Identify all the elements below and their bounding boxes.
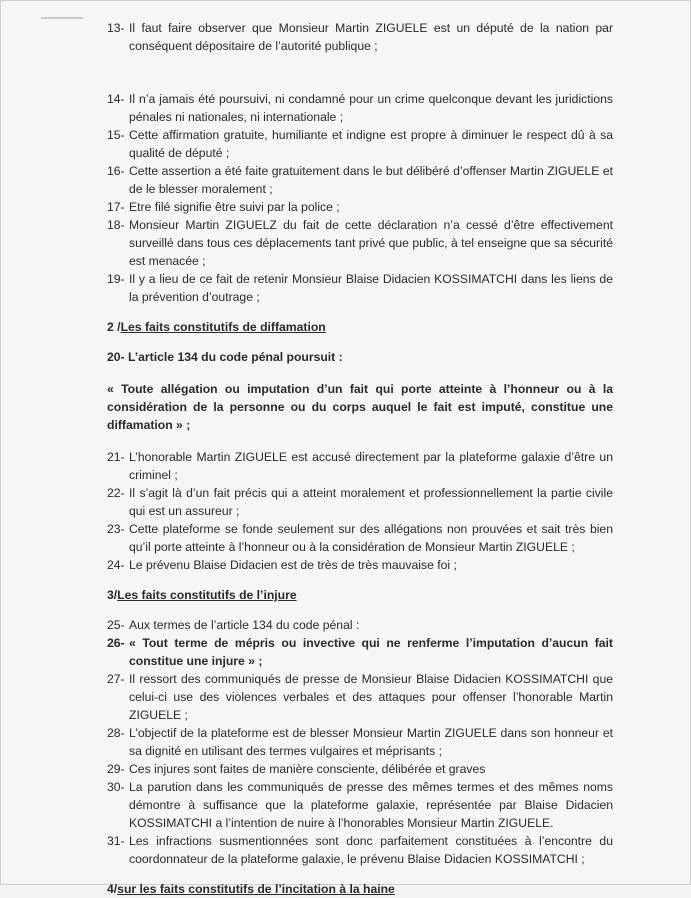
item-number: 13-	[107, 21, 125, 35]
item-text: Cette plateforme se fonde seulement sur des allégations non prouvées et sait très bien qu’il porte atteinte à l’honneur ou à la considération de Monsieur Martin ZIGUELE ;	[129, 522, 613, 554]
item-text: Les infractions susmentionnées sont donc parfaitement constituées à l’encontre du coordonnateur de la plateforme galaxie, le prévenu Blaise Didacien KOSSIMATCHI ;	[129, 834, 613, 866]
list-item	[107, 19, 613, 55]
item-text: « Tout terme de mépris ou invective qui ne renferme l’imputation d’aucun fait constitue une injure » ;	[129, 636, 613, 668]
list-item	[107, 216, 613, 270]
item-text: La parution dans les communiqués de presse des mêmes termes et des mêmes noms démontre à suffisance que la plateforme galaxie, représentée par Blaise Didacien KOSSIMATCHI a l’intention de nuire à l’honorables Monsieur Martin ZIGUELE.	[129, 780, 613, 830]
item-number: 31-	[107, 834, 125, 848]
item-number: 30-	[107, 780, 125, 794]
item-number: 14-	[107, 92, 125, 106]
list-item	[107, 760, 613, 778]
item-text: Le prévenu Blaise Didacien est de très de très mauvaise foi ;	[129, 558, 457, 572]
list-item	[107, 724, 613, 760]
section-title: sur les faits constitutifs de l’incitation à la haine	[117, 882, 395, 896]
list-item	[107, 832, 613, 868]
scan-mark	[41, 17, 83, 19]
item-number: 19-	[107, 272, 125, 286]
spacer	[107, 55, 613, 90]
item-number: 26-	[107, 636, 125, 650]
item-number: 21-	[107, 450, 125, 464]
item-number: 18-	[107, 218, 125, 232]
list-item	[107, 556, 613, 574]
list-item	[107, 126, 613, 162]
section-heading-4	[107, 880, 613, 898]
item-text: L’honorable Martin ZIGUELE est accusé directement par la plateforme galaxie d’être un criminel ;	[129, 450, 613, 482]
list-item	[107, 778, 613, 832]
item-number: 27-	[107, 672, 125, 686]
list-item	[107, 198, 613, 216]
item-text: Il n’a jamais été poursuivi, ni condamné pour un crime quelconque devant les juridictions pénales ni nationales, ni internationale ;	[129, 92, 613, 124]
item-text: Il s’agit là d’un fait précis qui a atteint moralement et professionnellement la partie civile qui est un assureur ;	[129, 486, 613, 518]
article-citation: 20- L’article 134 du code pénal poursuit :	[107, 350, 343, 364]
item-text: Il ressort des communiqués de presse de Monsieur Blaise Didacien KOSSIMATCHI que celui-ci use des violences verbales et des attaques pour offenser l’honorable Martin ZIGUELE ;	[129, 672, 613, 722]
item-text: L’objectif de la plateforme est de blesser Monsieur Martin ZIGUELE dans son honneur et sa dignité en utilisant des termes vulgaires et méprisants ;	[129, 726, 613, 758]
item-number: 28-	[107, 726, 125, 740]
item-text: Aux termes de l’article 134 du code pénal :	[129, 618, 360, 632]
section-heading-3	[107, 586, 613, 604]
spacer	[107, 434, 613, 448]
list-item	[107, 634, 613, 670]
list-item	[107, 90, 613, 126]
item-text: Cette affirmation gratuite, humiliante et indigne est propre à diminuer le respect dû à sa qualité de député ;	[129, 128, 613, 160]
list-item	[107, 162, 613, 198]
section-title: Les faits constitutifs de diffamation	[120, 320, 326, 334]
item-number: 24-	[107, 558, 125, 572]
item-text: Il faut faire observer que Monsieur Martin ZIGUELE est un député de la nation par conséquent dépositaire de l’autorité publique ;	[129, 21, 613, 53]
quoted-law: « Toute allégation ou imputation d’un fait qui porte atteinte à l’honneur ou à la considération de la personne ou du corps auquel le fait est imputé, constitue une diffamation » ;	[107, 382, 613, 432]
item-text: Cette assertion a été faite gratuitement dans le but délibéré d’offenser Martin ZIGUELE et de le blesser moralement ;	[129, 164, 613, 196]
item-text: Ces injures sont faites de manière consciente, délibérée et graves	[129, 762, 486, 776]
item-text: Il y a lieu de ce fait de retenir Monsieur Blaise Didacien KOSSIMATCHI dans les liens de la prévention d’outrage ;	[129, 272, 613, 304]
list-item	[107, 448, 613, 484]
item-number: 25-	[107, 618, 125, 632]
list-item	[107, 616, 613, 634]
item-number: 23-	[107, 522, 125, 536]
list-item	[107, 484, 613, 520]
item-number: 17-	[107, 200, 125, 214]
section-prefix: 3/	[107, 588, 118, 602]
item-text: Monsieur Martin ZIGUELZ du fait de cette déclaration n’a cessé d’être effectivement surveillé dans tous ces déplacements tant privé que public, à tel enseigne que sa sécurité est menacée ;	[129, 218, 613, 268]
section-title: Les faits constitutifs de l’injure	[117, 588, 297, 602]
list-item	[107, 270, 613, 306]
item-number: 22-	[107, 486, 125, 500]
list-item	[107, 520, 613, 556]
section-heading-2	[107, 318, 613, 336]
spacer	[107, 604, 613, 616]
document-body	[107, 19, 613, 898]
item-number: 29-	[107, 762, 125, 776]
item-number: 15-	[107, 128, 125, 142]
item-text: Etre filé signifie être suivi par la police ;	[129, 200, 340, 214]
list-item	[107, 670, 613, 724]
section-prefix: 2 /	[107, 320, 121, 334]
section-prefix: 4/	[107, 882, 118, 896]
item-number: 16-	[107, 164, 125, 178]
